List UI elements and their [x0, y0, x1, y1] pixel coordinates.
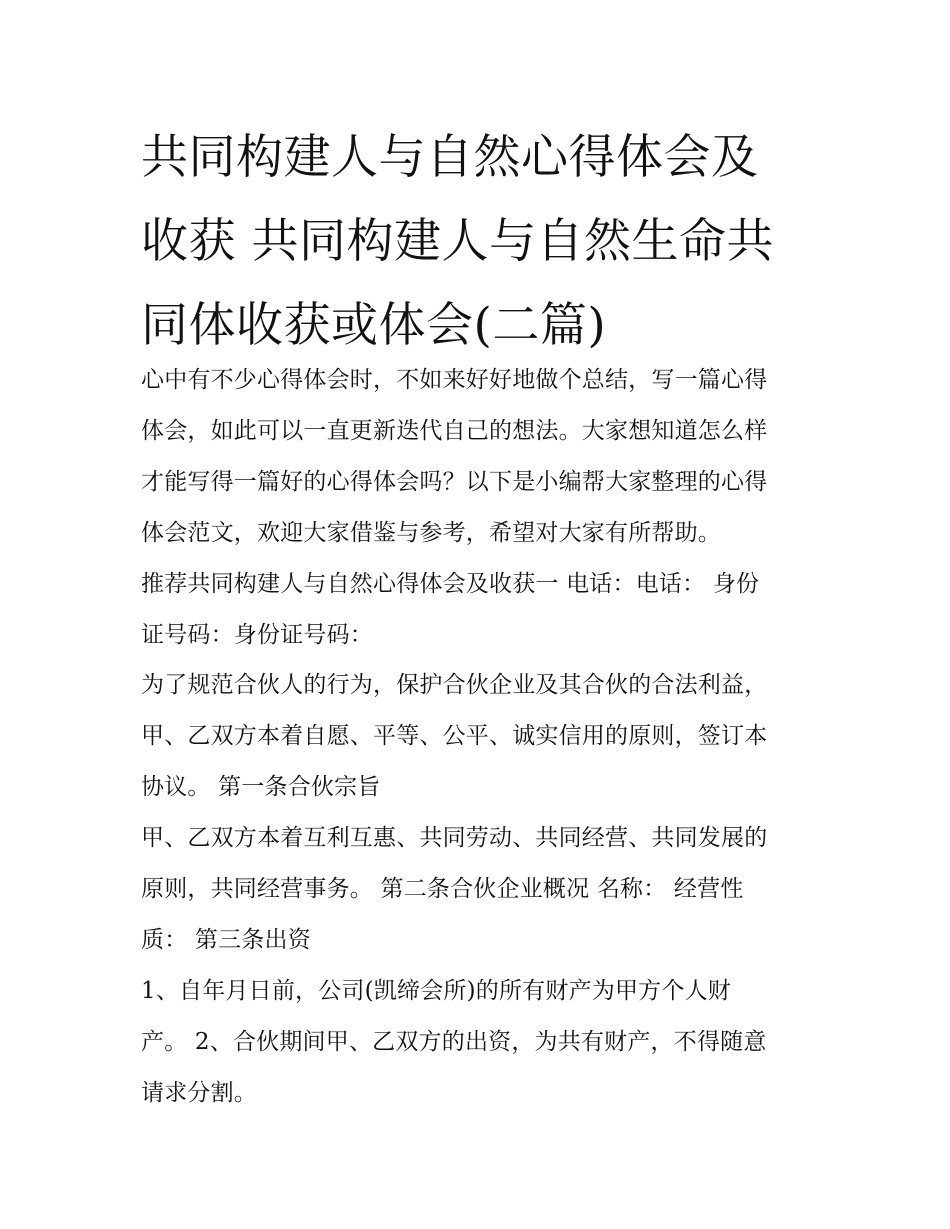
title-line: 同体收获或体会(二篇): [141, 298, 607, 353]
text-line: 心中有不少心得体会时，不如来好好地做个总结，写一篇心得: [141, 367, 768, 393]
text-line: 甲、乙双方本着自愿、平等、公平、诚实信用的原则，签订本: [141, 723, 768, 749]
text-line: 质： 第三条出资: [141, 927, 311, 953]
text-line: 推荐共同构建人与自然心得体会及收获一 电话：电话： 身份: [141, 571, 760, 597]
partnership-overview-paragraph: [141, 813, 821, 966]
title-line: 共同构建人与自然心得体会及: [141, 130, 759, 185]
text-line: 体会，如此可以一直更新迭代自己的想法。大家想知道怎么样: [141, 418, 768, 444]
text-line: 体会范文，欢迎大家借鉴与参考，希望对大家有所帮助。: [141, 520, 721, 546]
text-line: 为了规范合伙人的行为，保护合伙企业及其合伙的合法利益，: [141, 672, 768, 698]
capital-contribution-paragraph: [141, 966, 821, 1119]
text-line: 原则，共同经营事务。 第二条合伙企业概况 名称： 经营性: [141, 876, 744, 902]
text-line: 产。 2、合伙期间甲、乙双方的出资，为共有财产，不得随意: [141, 1029, 767, 1055]
title-line: 收获 共同构建人与自然生命共: [141, 214, 774, 269]
text-line: 才能写得一篇好的心得体会吗？以下是小编帮大家整理的心得: [141, 469, 768, 495]
text-line: 协议。 第一条合伙宗旨: [141, 774, 381, 800]
text-line: 证号码：身份证号码：: [141, 622, 373, 648]
recommendation-paragraph: [141, 559, 821, 661]
text-line: 甲、乙双方本着互利互惠、共同劳动、共同经营、共同发展的: [141, 825, 768, 851]
intro-paragraph: [141, 355, 821, 559]
text-line: 请求分割。: [141, 1080, 257, 1106]
document-title: [141, 116, 821, 368]
text-line: 1、自年月日前，公司(凯缔会所)的所有财产为甲方个人财: [141, 978, 731, 1004]
agreement-purpose-paragraph: [141, 660, 821, 813]
